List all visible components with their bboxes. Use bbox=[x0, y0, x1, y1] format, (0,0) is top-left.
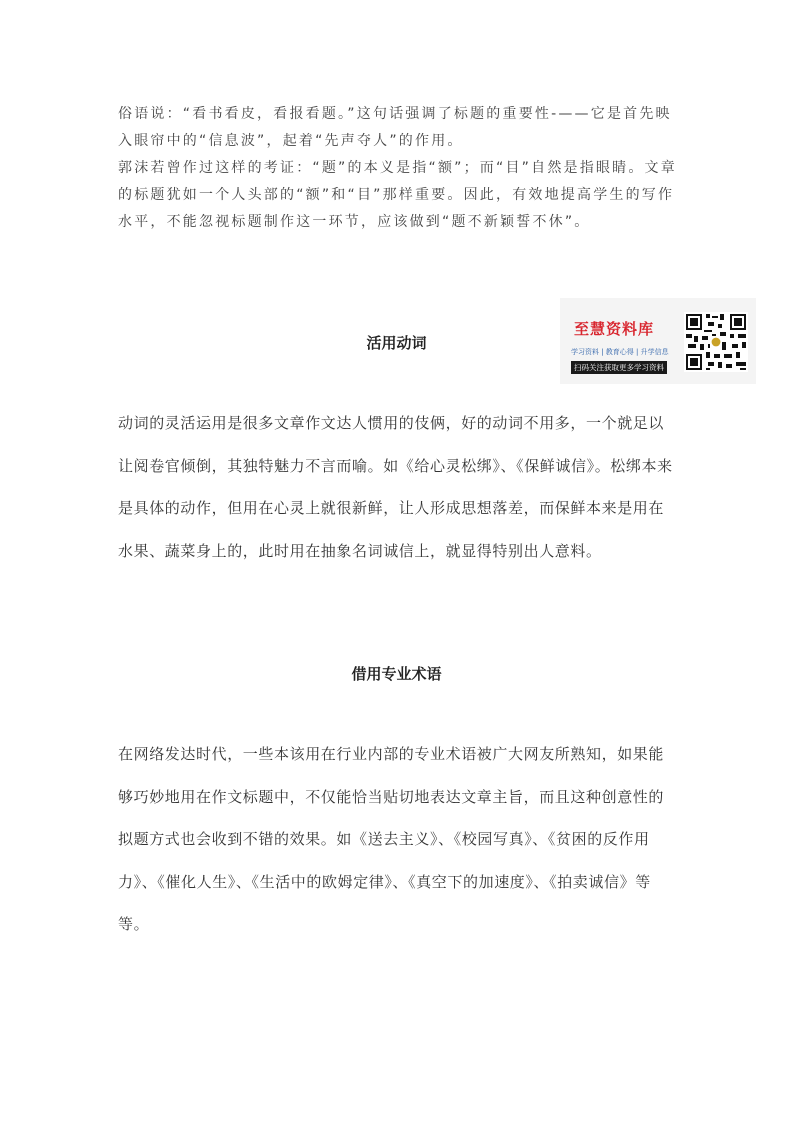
intro-paragraph-guo-moruo: 郭沫若曾作过这样的考证：“题”的本义是指“额”；而“目”自然是指眼睛。文章的标题犹如一个人头部的“额”和“目”那样重要。因此，有效地提高学生的写作水平，不能忽视标题制作这一环节，应该做到“题不新颖誓不休”。 bbox=[118, 160, 677, 230]
section-heading-terminology: 借用专业术语 bbox=[351, 665, 442, 683]
section-body-verbs: 动词的灵活运用是很多文章作文达人惯用的伎俩，好的动词不用多，一个就足以让阅卷官倾倒，其独特魅力不言而喻。如《给心灵松绑》、《保鲜诚信》。松绑本来是具体的动作，但用在心灵上就很新鲜，让人形成思想落差，而保鲜本来是用在水果、蔬菜身上的，此时用在抽象名词诚信上，就显得特别出人意料。 bbox=[118, 414, 673, 560]
banner-brand: 至慧资料库 bbox=[574, 320, 655, 338]
section-heading-verbs: 活用动词 bbox=[366, 334, 427, 352]
banner-tags: 学习资料 | 教育心得 | 升学信息 bbox=[571, 348, 669, 356]
intro-paragraph-proverb: 俗语说：“看书看皮，看报看题。”这句话强调了标题的重要性-——它是首先映入眼帘中的“信息波”，起着“先声夺人”的作用。 bbox=[118, 106, 672, 149]
section-body-terminology: 在网络发达时代，一些本该用在行业内部的专业术语被广大网友所熟知，如果能够巧妙地用在作文标题中，不仅能恰当贴切地表达文章主旨，而且这种创意性的拟题方式也会收到不错的效果。如《送去主义》、《校园写真》、《贫困的反作用力》、《催化人生》、《生活中的欧姆定律》、《真空下的加速度》、《拍卖诚信》等等。 bbox=[118, 745, 665, 933]
banner-scan-text: 扫码关注获取更多学习资料 bbox=[571, 361, 667, 374]
intro-block bbox=[118, 101, 678, 236]
